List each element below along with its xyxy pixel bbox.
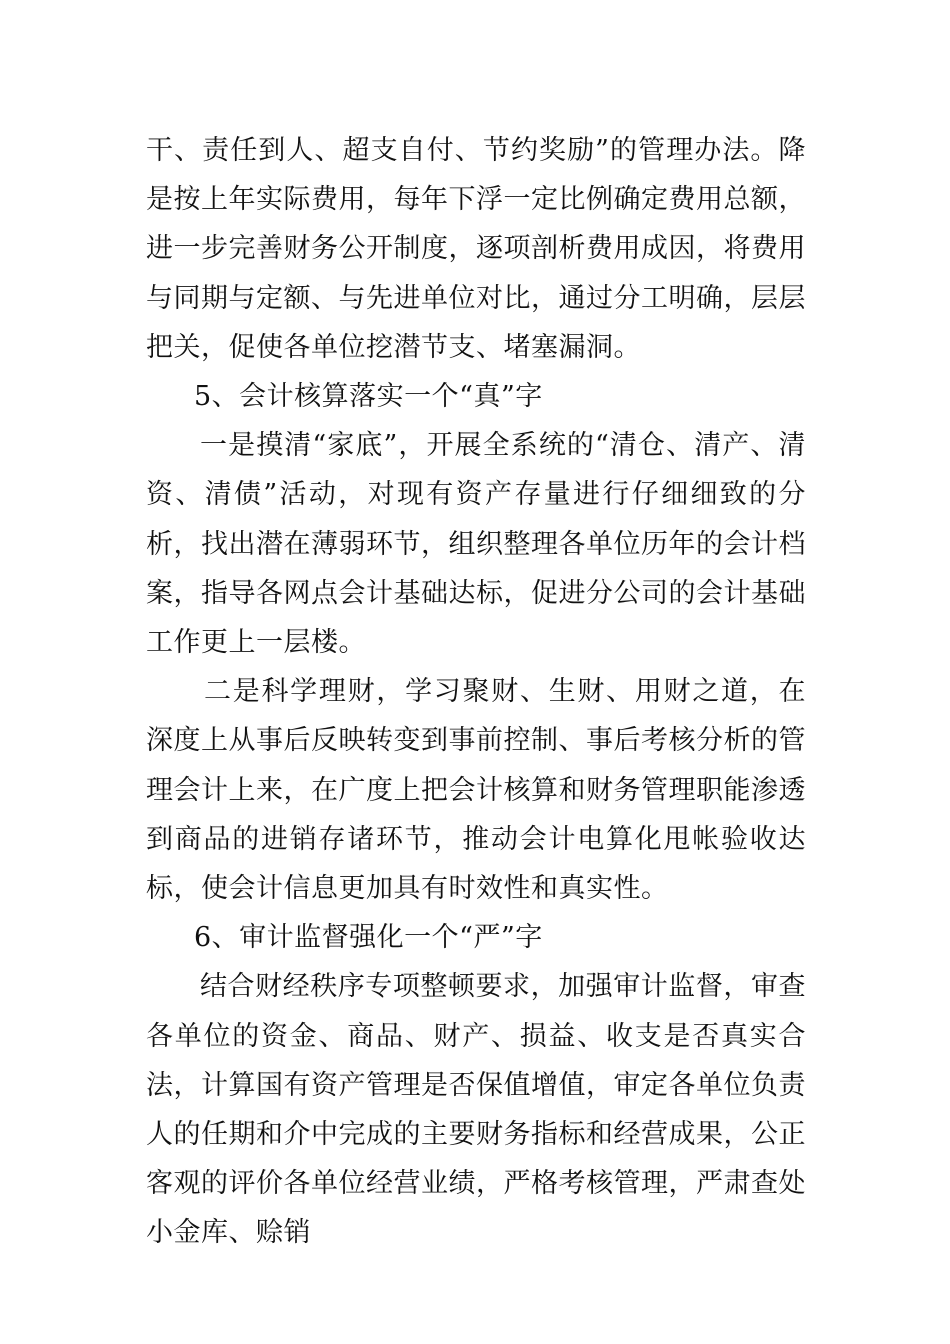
paragraph-audit: 结合财经秩序专项整顿要求，加强审计监督，审查各单位的资金、商品、财产、损益、收支是否真实合法，计算国有资产管理是否保值增值，审定各单位负责人的任期和介中完成的主要财务指标和经营成果，公正客观的评价各单位经营业绩，严格考核管理，严肃查处小金库、赊销	[146, 971, 806, 1249]
paragraph-accounting-assets: 一是摸清“家底”，开展全系统的“清仓、清产、清资、清债”活动，对现有资产存量进行仔细细致的分析，找出潜在薄弱环节，组织整理各单位历年的会计档案，指导各网点会计基础达标，促进分公司的会计基础工作更上一层楼。	[146, 430, 806, 659]
section-heading-accounting: 5、会计核算落实一个“真”字	[194, 381, 543, 413]
section-heading-audit: 6、审计监督强化一个“严”字	[194, 922, 543, 954]
paragraph-cost-management: 干、责任到人、超支自付、节约奖励”的管理办法。降是按上年实际费用，每年下浮一定比例确定费用总额，进一步完善财务公开制度，逐项剖析费用成因，将费用与同期与定额、与先进单位对比，通过分工明确，层层把关，促使各单位挖潜节支、堵塞漏洞。	[146, 135, 806, 363]
paragraph-accounting-finance: 二是科学理财，学习聚财、生财、用财之道，在深度上从事后反映转变到事前控制、事后考核分析的管理会计上来，在广度上把会计核算和财务管理职能渗透到商品的进销存诸环节，推动会计电算化甩帐验收达标，使会计信息更加具有时效性和真实性。	[146, 676, 806, 905]
document-body	[146, 126, 806, 1258]
